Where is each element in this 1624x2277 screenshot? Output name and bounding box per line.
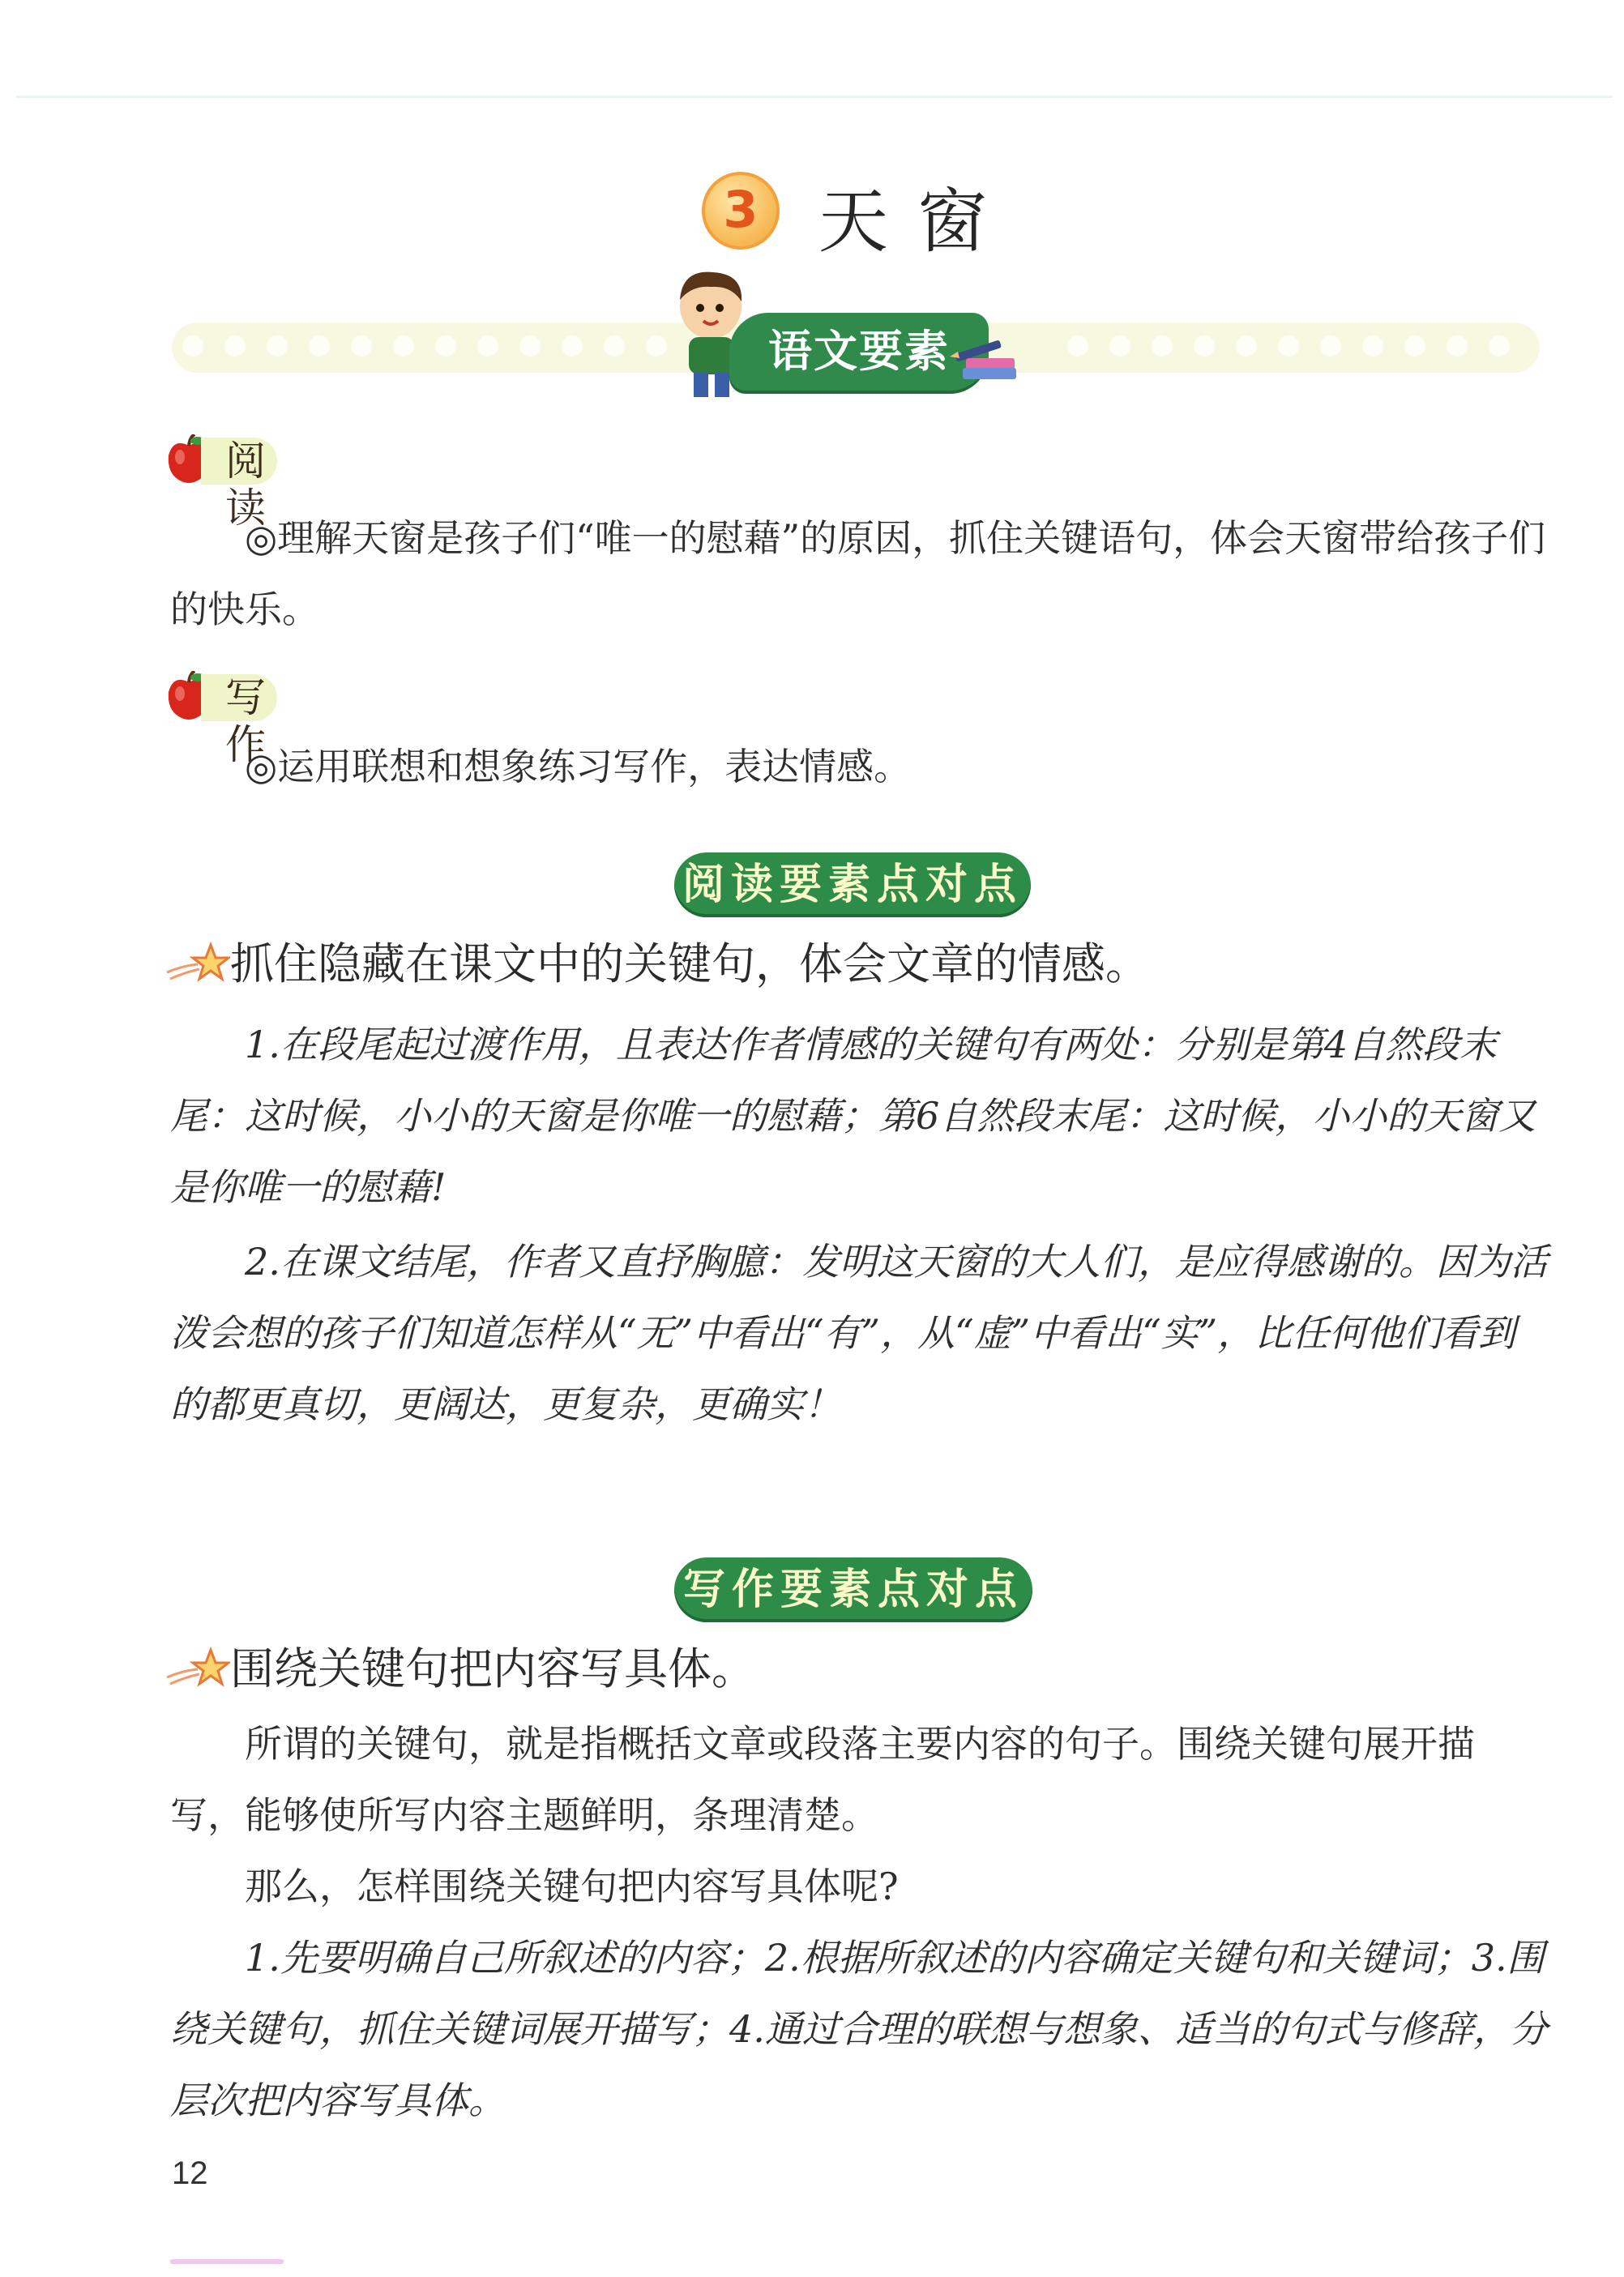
band-dot bbox=[646, 335, 667, 357]
band-dot bbox=[267, 335, 288, 357]
band-dot bbox=[519, 335, 541, 357]
band-dot bbox=[1152, 335, 1173, 357]
reading-points-para-1: 1.在段尾起过渡作用，且表达作者情感的关键句有两处：分别是第4自然段末尾：这时候，小小的天窗是你唯一的慰藉；第6自然段末尾：这时候，小小的天窗又是你唯一的慰藉! bbox=[170, 1023, 1536, 1209]
band-dot bbox=[435, 335, 456, 357]
band-dot bbox=[1236, 335, 1257, 357]
band-dot bbox=[224, 335, 246, 357]
band-dot bbox=[1404, 335, 1425, 357]
lesson-number-badge: 3 bbox=[702, 172, 780, 250]
lesson-header bbox=[0, 162, 1624, 263]
page-number: 12 bbox=[172, 2155, 208, 2191]
band-dot bbox=[1067, 335, 1088, 357]
writing-points-para-3: 1.先要明确自己所叙述的内容；2.根据所叙述的内容确定关键句和关键词；3.围绕关键句，抓住关键词展开描写；4.通过合理的联想与想象、适当的句式与修辞，分层次把内容写具体。 bbox=[170, 1936, 1548, 2122]
band-dot bbox=[1278, 335, 1299, 357]
band-dot bbox=[1194, 335, 1215, 357]
reading-heading-label: 阅读 bbox=[201, 438, 277, 485]
star-icon bbox=[165, 940, 230, 989]
writing-points-pill: 写作要素点对点 bbox=[674, 1557, 1032, 1622]
reading-points-para-2: 2.在课文结尾，作者又直抒胸臆：发明这天窗的大人们，是应得感谢的。因为活泼会想的孩子们知道怎样从“无”中看出“有”，从“虚”中看出“实”，比任何他们看到的都更真切，更阔达，更复杂，更确实！ bbox=[170, 1240, 1548, 1426]
writing-points-para-1: 所谓的关键句，就是指概括文章或段落主要内容的句子。围绕关键句展开描写，能够使所写内容主题鲜明，条理清楚。 bbox=[170, 1722, 1475, 1837]
writing-points-heading bbox=[165, 1637, 1543, 1702]
band-dot bbox=[1109, 335, 1130, 357]
band-dot bbox=[309, 335, 330, 357]
band-dot bbox=[477, 335, 498, 357]
writing-objective bbox=[170, 731, 1548, 802]
elements-label: 语文要素 bbox=[729, 313, 989, 391]
top-rule bbox=[16, 96, 1613, 98]
band-dot bbox=[1447, 335, 1468, 357]
band-dot bbox=[562, 335, 583, 357]
star-icon bbox=[165, 1645, 230, 1694]
reading-points-heading bbox=[165, 932, 1543, 997]
band-dot bbox=[1489, 335, 1510, 357]
writing-points-heading-text: 围绕关键句把内容写具体。 bbox=[230, 1643, 755, 1694]
writing-objective-text: ◎运用联想和想象练习写作，表达情感。 bbox=[245, 745, 912, 788]
reading-points-body bbox=[170, 1009, 1548, 1440]
band-dot bbox=[1320, 335, 1341, 357]
band-dot bbox=[604, 335, 625, 357]
reading-objective-text: ◎理解天窗是孩子们“唯一的慰藉”的原因，抓住关键语句，体会天窗带给孩子们的快乐。 bbox=[170, 516, 1546, 631]
reading-points-heading-text: 抓住隐藏在课文中的关键句，体会文章的情感。 bbox=[230, 938, 1149, 989]
band-dot bbox=[182, 335, 203, 357]
band-dot bbox=[1362, 335, 1383, 357]
reading-objective bbox=[170, 502, 1548, 645]
writing-heading-label: 写作 bbox=[201, 674, 277, 721]
band-dot bbox=[351, 335, 372, 357]
bottom-accent-bar bbox=[170, 2259, 284, 2264]
band-dot bbox=[393, 335, 414, 357]
writing-points-para-2: 那么，怎样围绕关键句把内容写具体呢? bbox=[245, 1865, 899, 1908]
books-pencil-icon bbox=[950, 332, 1023, 381]
reading-points-pill: 阅读要素点对点 bbox=[674, 852, 1031, 917]
writing-points-body bbox=[170, 1708, 1548, 2136]
lesson-title: 天窗 bbox=[818, 182, 1016, 263]
